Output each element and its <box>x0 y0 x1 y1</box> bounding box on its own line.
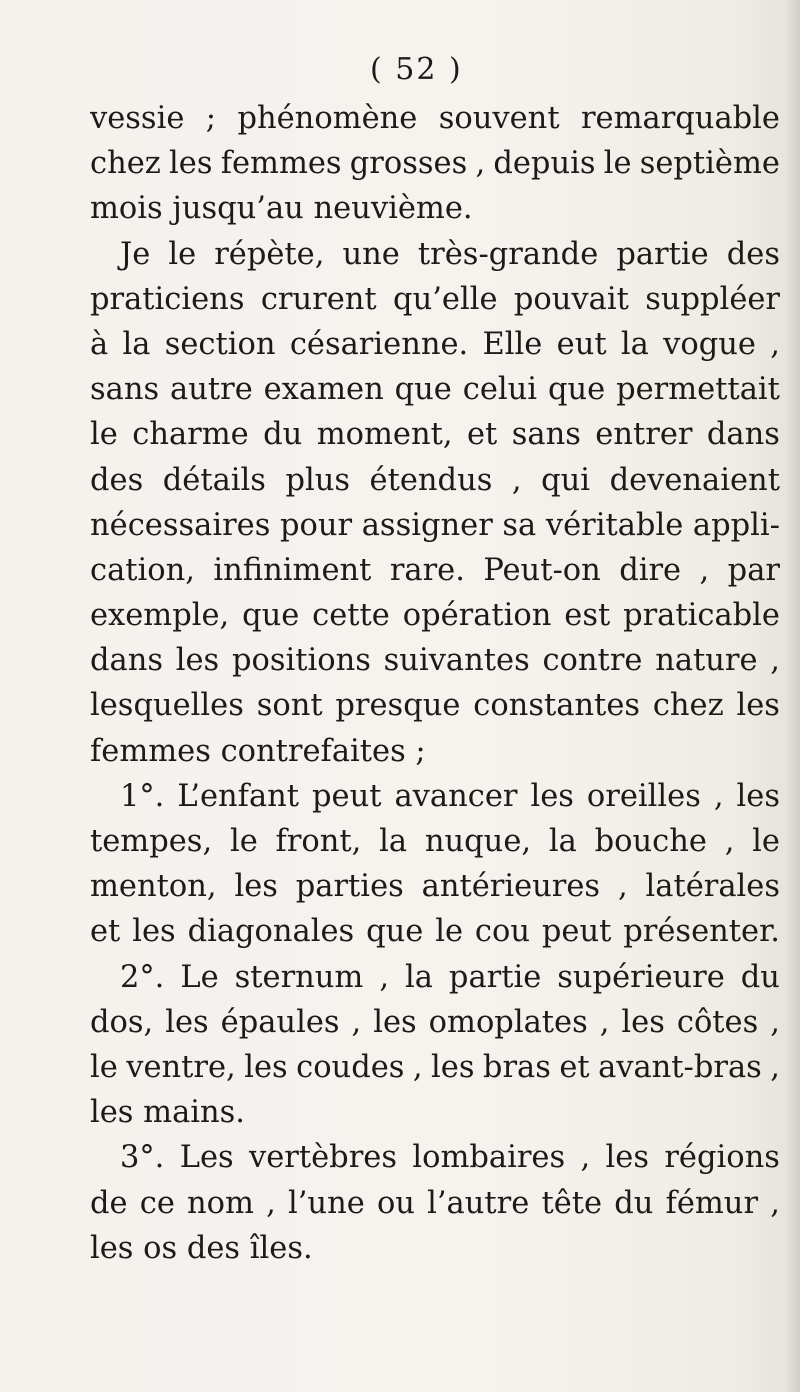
word: constantes <box>473 688 641 724</box>
text-line <box>90 593 780 638</box>
word: lesquelles <box>90 688 244 724</box>
word: , <box>617 869 628 905</box>
page-number: ( 52 ) <box>370 52 463 87</box>
word: exemple, <box>90 598 230 634</box>
word: souvent <box>438 101 560 136</box>
word: , <box>713 778 724 814</box>
word: de <box>90 1185 128 1221</box>
word: tête <box>541 1185 603 1221</box>
text-line <box>90 909 780 954</box>
word: oreilles <box>586 778 701 814</box>
word: front, <box>275 824 362 859</box>
word: nom <box>187 1185 254 1221</box>
word: qui <box>541 462 591 498</box>
word: 1°. <box>120 778 165 814</box>
word: cette <box>312 598 390 634</box>
word: les <box>736 778 780 814</box>
word: ce <box>139 1185 175 1221</box>
word: opération <box>402 598 552 634</box>
word: que <box>242 598 300 634</box>
word: les <box>165 1004 209 1040</box>
word: les <box>621 1004 665 1040</box>
word: une <box>342 236 400 272</box>
word: sans <box>511 417 581 453</box>
word: , <box>770 1004 780 1040</box>
word: pour <box>279 507 353 543</box>
text-line-content: mois jusqu’au neuvième. <box>90 191 473 227</box>
word: que <box>547 372 606 408</box>
text-line <box>90 1135 780 1180</box>
word: partie <box>448 959 542 995</box>
word: cou <box>474 914 530 950</box>
page-edge-shadow <box>786 0 800 1392</box>
word: eut <box>556 326 607 362</box>
word: , <box>351 1004 362 1040</box>
word: ventre, <box>126 1049 236 1085</box>
word: Je <box>120 236 151 272</box>
word: contre <box>542 643 643 679</box>
word: vertèbres <box>249 1140 397 1176</box>
word: , <box>599 1004 610 1040</box>
word: , <box>724 824 735 859</box>
word: des <box>90 462 144 498</box>
word: menton, <box>90 869 217 905</box>
word: , <box>412 1049 423 1085</box>
word: partie <box>616 236 709 272</box>
text-line <box>90 186 780 231</box>
word: les <box>175 643 220 679</box>
word: moment, <box>316 417 453 453</box>
word: est <box>564 598 611 634</box>
word: coudes <box>296 1049 405 1085</box>
body-text <box>90 96 780 1271</box>
word: , <box>770 643 780 679</box>
word: suivantes <box>383 643 530 679</box>
text-line <box>90 955 780 1000</box>
word: l’autre <box>427 1185 530 1221</box>
word: bouche <box>594 824 707 859</box>
word: l’une <box>287 1185 365 1221</box>
text-line <box>90 412 780 457</box>
word: le <box>90 1049 118 1085</box>
word: par <box>727 552 780 588</box>
word: et <box>559 1049 590 1085</box>
word: la <box>548 824 577 859</box>
word: , <box>379 959 390 995</box>
word: grosses <box>349 146 468 182</box>
word: , <box>770 1185 780 1221</box>
word: cation, <box>90 552 195 588</box>
text-line <box>90 683 780 728</box>
word: ; <box>205 101 217 136</box>
word: les <box>736 688 780 724</box>
word: du <box>740 959 780 995</box>
text-line <box>90 1000 780 1045</box>
text-line <box>90 774 780 819</box>
text-line <box>90 503 780 548</box>
word: le <box>752 824 780 859</box>
word: remarquable <box>580 101 780 136</box>
text-line <box>90 864 780 909</box>
word: 2°. <box>120 959 165 995</box>
word: , <box>580 1140 591 1176</box>
text-line <box>90 277 780 322</box>
word: omoplates <box>428 1004 588 1040</box>
word: étendus <box>369 462 493 498</box>
word: praticiens <box>90 281 245 317</box>
word: répète, <box>214 236 325 272</box>
text-line <box>90 322 780 367</box>
word: antérieures <box>421 869 601 905</box>
text-line <box>90 458 780 503</box>
word: appli- <box>692 507 780 543</box>
word: autre <box>170 372 253 408</box>
word: chez <box>90 146 161 182</box>
word: celui <box>462 372 538 408</box>
text-line <box>90 1045 780 1090</box>
text-line-content: les mains. <box>90 1095 246 1131</box>
word: véritable <box>545 507 684 543</box>
text-line-content: les os des îles. <box>90 1230 313 1266</box>
word: les <box>373 1004 417 1040</box>
text-line <box>90 638 780 683</box>
word: phénomène <box>237 101 418 136</box>
word: et <box>90 914 121 950</box>
word: rare. <box>389 552 465 588</box>
word: la <box>405 959 433 995</box>
text-line <box>90 548 780 593</box>
word: , <box>770 326 780 362</box>
word: dos, <box>90 1004 154 1040</box>
word: positions <box>231 643 371 679</box>
word: , <box>475 146 486 182</box>
word: Elle <box>482 326 543 362</box>
word: section <box>164 326 276 362</box>
word: des <box>726 236 780 272</box>
word: nuque, <box>424 824 532 859</box>
word: vessie <box>90 101 185 136</box>
word: nature <box>655 643 758 679</box>
word: le <box>435 914 464 950</box>
word: Le <box>180 959 219 995</box>
word: tempes, <box>90 824 213 859</box>
word: permettait <box>616 372 780 408</box>
word: crurent <box>260 281 377 317</box>
word: parties <box>295 869 404 905</box>
word: bras <box>482 1049 551 1085</box>
text-line <box>90 729 780 774</box>
word: dire <box>619 552 682 588</box>
word: détails <box>162 462 266 498</box>
word: entrer <box>595 417 693 453</box>
word: régions <box>664 1140 780 1176</box>
word: très-grande <box>417 236 599 272</box>
word: chez <box>652 688 724 724</box>
word: le <box>229 824 258 859</box>
word: les <box>234 869 278 905</box>
word: peut <box>541 914 612 950</box>
word: , <box>511 462 522 498</box>
word: la <box>379 824 408 859</box>
word: lombaires <box>412 1140 566 1176</box>
word: que <box>366 914 424 950</box>
text-line <box>90 819 780 864</box>
word: supérieure <box>557 959 725 995</box>
word: les <box>169 146 213 182</box>
word: diagonales <box>187 914 355 950</box>
word: devenaient <box>609 462 780 498</box>
word: pouvait <box>513 281 629 317</box>
word: présenter. <box>623 914 780 950</box>
word: charme <box>132 417 249 453</box>
word: fémur <box>665 1185 759 1221</box>
text-line <box>90 1226 780 1271</box>
word: les <box>431 1049 475 1085</box>
word: sternum <box>234 959 364 995</box>
word: septième <box>639 146 780 182</box>
word: le <box>90 417 118 453</box>
word: femmes <box>220 146 342 182</box>
word: dans <box>706 417 780 453</box>
word: à <box>90 326 109 362</box>
word: épaules <box>220 1004 340 1040</box>
word: 3°. <box>120 1140 165 1176</box>
word: du <box>263 417 303 453</box>
word: les <box>244 1049 288 1085</box>
word: et <box>467 417 498 453</box>
text-line <box>90 141 780 186</box>
word: les <box>530 778 574 814</box>
text-line-content: femmes contrefaites ; <box>90 733 426 769</box>
word: Les <box>179 1140 234 1176</box>
word: ou <box>376 1185 415 1221</box>
word: Peut-on <box>483 552 601 588</box>
word: L’enfant <box>177 778 300 814</box>
word: avant-bras <box>598 1049 762 1085</box>
word: assigner <box>361 507 493 543</box>
word: césarienne. <box>289 326 469 362</box>
word: depuis <box>493 146 596 182</box>
word: infiniment <box>213 552 372 588</box>
word: examen <box>263 372 384 408</box>
word: la <box>122 326 151 362</box>
word: sont <box>256 688 323 724</box>
word: plus <box>285 462 351 498</box>
word: le <box>603 146 632 182</box>
word: le <box>168 236 197 272</box>
word: , <box>699 552 710 588</box>
word: vogue <box>663 326 756 362</box>
word: , <box>266 1185 276 1221</box>
word: , <box>770 1049 780 1085</box>
word: avancer <box>394 778 518 814</box>
word: côtes <box>676 1004 759 1040</box>
word: dans <box>90 643 164 679</box>
word: praticable <box>623 598 780 634</box>
word: les <box>132 914 176 950</box>
text-line <box>90 96 780 141</box>
word: qu’elle <box>393 281 498 317</box>
word: la <box>620 326 649 362</box>
word: sans <box>90 372 160 408</box>
word: les <box>605 1140 649 1176</box>
text-line <box>90 1090 780 1135</box>
word: nécessaires <box>90 507 271 543</box>
text-line <box>90 232 780 277</box>
word: que <box>394 372 452 408</box>
word: suppléer <box>645 281 780 317</box>
text-line <box>90 367 780 412</box>
word: du <box>614 1185 654 1221</box>
text-line <box>90 1181 780 1226</box>
word: latérales <box>645 869 780 905</box>
word: presque <box>335 688 461 724</box>
word: peut <box>312 778 382 814</box>
word: sa <box>502 507 537 543</box>
